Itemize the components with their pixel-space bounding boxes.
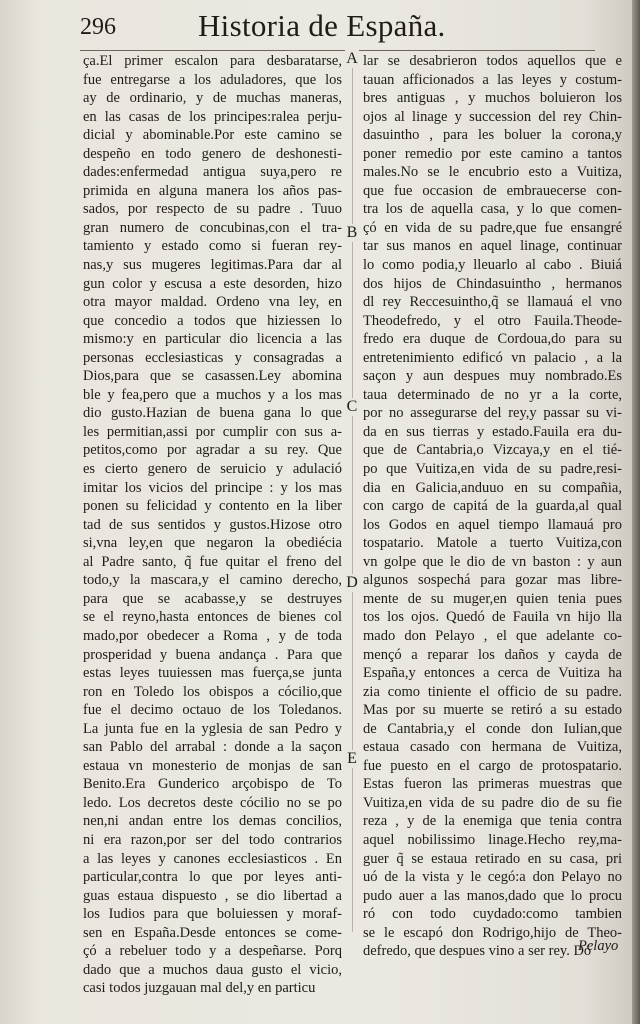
text-line: mismo:y en particular dio licencia a las	[83, 331, 342, 348]
text-line: prosperidad y buena andança . Para que	[83, 646, 342, 663]
text-line: ça.El primer escalon para desbaratarse,	[83, 53, 342, 69]
text-line: algunos sospechá para gozar mas libre-	[363, 572, 622, 589]
text-line: ponen su felicidad y contento en la liber	[83, 498, 342, 515]
text-line: mado,por obedecer a Roma , y de toda	[83, 627, 342, 644]
text-line: tospatario. Matole a tuerto Vuitiza,con	[363, 535, 622, 552]
text-line: po que Vuitiza,en vida de su padre,resi-	[363, 461, 622, 478]
text-line: dl rey Reccesuintho,q̃ se llamauá el vno	[363, 294, 622, 311]
text-line: da en sus tierras y estado.Fauila era du-	[363, 423, 622, 440]
left-column	[83, 52, 342, 998]
text-line: que concedio a todos que hiziessen lo	[83, 312, 342, 329]
text-line: fue puesto en el cargo de protospatario.	[363, 757, 622, 774]
text-line: dasuintho , para les boluer la corona,y	[363, 127, 622, 144]
text-line: tauan afficionados a las leyes y costum-	[363, 71, 622, 88]
text-line: de Cantabria,y el conde don Iulian,que	[363, 720, 622, 737]
text-line: mado don Pelayo , el que adelante co-	[363, 627, 622, 644]
text-line: ron en Toledo los obispos a cócilio,que	[83, 683, 342, 700]
text-line: si,vna ley,en que negaron la obediécia	[83, 535, 342, 552]
margin-marker-b: B	[346, 224, 358, 241]
text-line: La junta fue en la yglesia de san Pedro y	[83, 720, 342, 737]
text-line: entretenimiento edificó vn palacio , a la	[363, 349, 622, 366]
text-line: males.No se le encubrio esto a Vuitiza,	[363, 164, 622, 181]
text-line: mente de su muger,en quien tenia pues	[363, 590, 622, 607]
margin-marker-c: C	[346, 398, 358, 415]
text-line: pudo auer a las manos,dado que lo procu	[363, 887, 622, 904]
text-line: personas ecclesiasticas y consagradas a	[83, 349, 342, 366]
right-column	[363, 52, 622, 961]
text-line: otra mayor maldad. Ordeno vna ley, en	[83, 294, 342, 311]
text-line: ojos al linage y succession del rey Chin-	[363, 108, 622, 125]
text-line: aquel nobilissimo linage.Hecho rey,ma-	[363, 831, 622, 848]
text-line: ró con todo cuydado:como tambien	[363, 906, 622, 923]
text-line: lo como podia,y lleuarlo al cabo . Biuiá	[363, 257, 622, 274]
text-line: ble y fea,pero que a muchos y a los mas	[83, 386, 342, 403]
text-line: çó en vida de su padre,que fue ensangré	[363, 219, 622, 236]
text-line: çó a rebeluer todo y a despeñarse. Porq	[83, 943, 342, 960]
text-line: Theodefredo, y el otro Fauila.Theode-	[363, 312, 622, 329]
text-line: lar se desabrieron todos aquellos que e	[363, 53, 622, 69]
text-line: para que se acabasse,y se destruyes	[83, 590, 342, 607]
text-line: petitos,como por agradar a su rey. Que	[83, 442, 342, 459]
text-line: les permitian,assi por cumplir con sus a-	[83, 423, 342, 440]
text-line: fredo era duque de Cordoua,do para su	[363, 331, 622, 348]
catchword: Pelayo	[578, 938, 619, 954]
text-line: guas estaua dispuesto , se dio libertad a	[83, 887, 342, 904]
text-line: sen en España.Desde entonces se come-	[83, 924, 342, 941]
text-line: san Pablo del arrabal : donde a la saçon	[83, 739, 342, 756]
text-line: tos los ojos. Quedó de Fauila vn hijo lla	[363, 609, 622, 626]
book-gutter	[632, 0, 640, 1024]
text-line: estas leyes tuuiessen mas fuerça,se junta	[83, 665, 342, 682]
text-line: Estas fueron las primeras muestras que	[363, 776, 622, 793]
page-number: 296	[80, 14, 116, 40]
text-line: dicial y abominable.Por este camino se	[83, 127, 342, 144]
text-line: imitar los vicios del principe : y los mas	[83, 479, 342, 496]
text-line: estaua casado con hermana de Vuitiza,	[363, 739, 622, 756]
text-line: España,y entonces a cerca de Vuitiza ha	[363, 665, 622, 682]
text-line: vn golpe que le dio de vn baston : y aun	[363, 553, 622, 570]
text-line: todo,y la mascara,y el camino derecho,	[83, 572, 342, 589]
text-line: que fue occasion de embrauecerse con-	[363, 182, 622, 199]
text-line: fue el decimo octauo de los Toledanos.	[83, 702, 342, 719]
text-line: casi todos juzgauan mal del,y en particu	[83, 980, 316, 997]
text-line: uó de la vista y le cegó:a don Pelayo no	[363, 869, 622, 886]
text-line: gran numero de concubinas,con el tra-	[83, 219, 342, 236]
text-line: se le escapó don Rodrigo,hijo de Theo-	[363, 924, 622, 941]
text-line: defredo, que despues vino a ser rey. Dó	[363, 943, 592, 960]
text-line: taua determinado de no yr a la corte,	[363, 386, 622, 403]
text-line: despeño en todo genero de deshonesti-	[83, 145, 342, 162]
text-line: se el reyno,hasta entonces de bienes col	[83, 609, 342, 626]
text-line: nas,y sus mugeres legitimas.Para dar al	[83, 257, 342, 274]
text-line: es cierto genero de seruicio y adulació	[83, 461, 342, 478]
text-line: bres antiguas , y muchos boluieron los	[363, 90, 622, 107]
text-line: al Padre santo, q̃ fue quitar el freno del	[83, 553, 342, 570]
text-line: Dios,para que se casassen.Ley abomina	[83, 368, 342, 385]
page-header	[80, 8, 572, 52]
text-line: primida en alguna manera los años pas-	[83, 182, 342, 199]
text-line: por no assegurarse del rey,y passar su vi-	[363, 405, 622, 422]
text-line: particular,contra lo que por leyes anti-	[83, 869, 342, 886]
text-line: ay de ordinario, y de muchas maneras,	[83, 90, 342, 107]
text-line: saçon y aun despues muy nombrado.Es	[363, 368, 622, 385]
text-line: con cargo de capitá de la guarda,al qual	[363, 498, 622, 515]
text-line: ni era razon,por ser del todo contrarios	[83, 831, 342, 848]
text-line: mençó a reparar los daños y cayda de	[363, 646, 622, 663]
text-line: poner remedio por este camino a tantos	[363, 145, 622, 162]
text-line: dado que a muchos daua gusto el vicio,	[83, 961, 342, 978]
column-divider	[352, 52, 353, 932]
text-line: que de Cantabria,o Vizcaya,y en el tié-	[363, 442, 622, 459]
text-line: tamiento y estado como si fueran rey-	[83, 238, 342, 255]
margin-marker-d: D	[346, 574, 358, 591]
text-line: reza , y de la enemiga que tenia contra	[363, 813, 622, 830]
text-line: dio gusto.Hazian de buena gana lo que	[83, 405, 342, 422]
text-line: dia en Galicia,anduuo en su compañia,	[363, 479, 622, 496]
margin-marker-e: E	[345, 750, 359, 768]
text-line: Mas por su muerte se retiró a su estado	[363, 702, 622, 719]
text-line: dos hijos de Chindasuintho , hermanos	[363, 275, 622, 292]
text-line: tra los de aquella casa, y lo que comen-	[363, 201, 622, 218]
text-line: sados, por respecto de su padre . Tuuo	[83, 201, 342, 218]
text-line: tar sus manos en aquel linage, continuar	[363, 238, 622, 255]
text-line: los Iudios para que boluiessen y moraf-	[83, 906, 342, 923]
text-line: zia como tiniente el officio de su padre.	[363, 683, 622, 700]
text-line: tad de sus sentidos y gustos.Hizose otro	[83, 516, 342, 533]
text-line: Benito.Era Gunderico arçobispo de To	[83, 776, 342, 793]
text-line: gun color y escusa a este desorden, hizo	[83, 275, 342, 292]
text-line: en las casas de los principes:ralea perju-	[83, 108, 342, 125]
text-line: estaua vn monesterio de monjas de san	[83, 757, 342, 774]
text-line: guer q̃ se estaua retirado en su casa, pri	[363, 850, 622, 867]
text-line: dades:enfermedad antigua suya,pero re	[83, 164, 342, 181]
text-line: nen,ni andan entre los demas concilios,	[83, 813, 342, 830]
text-line: ledo. Los decretos deste cócilio no se po	[83, 794, 342, 811]
text-line: fue entregarse a los aduladores, que los	[83, 71, 342, 88]
text-line: los Godos en aquel tiempo llamauá pro	[363, 516, 622, 533]
margin-marker-a: A	[346, 50, 358, 67]
text-line: a las leyes y canones ecclesiasticos . En	[83, 850, 342, 867]
header-rule	[80, 50, 595, 51]
text-line: Vuitiza,en vida de su padre dio de su fie	[363, 794, 622, 811]
running-title: Historia de España.	[198, 8, 446, 43]
